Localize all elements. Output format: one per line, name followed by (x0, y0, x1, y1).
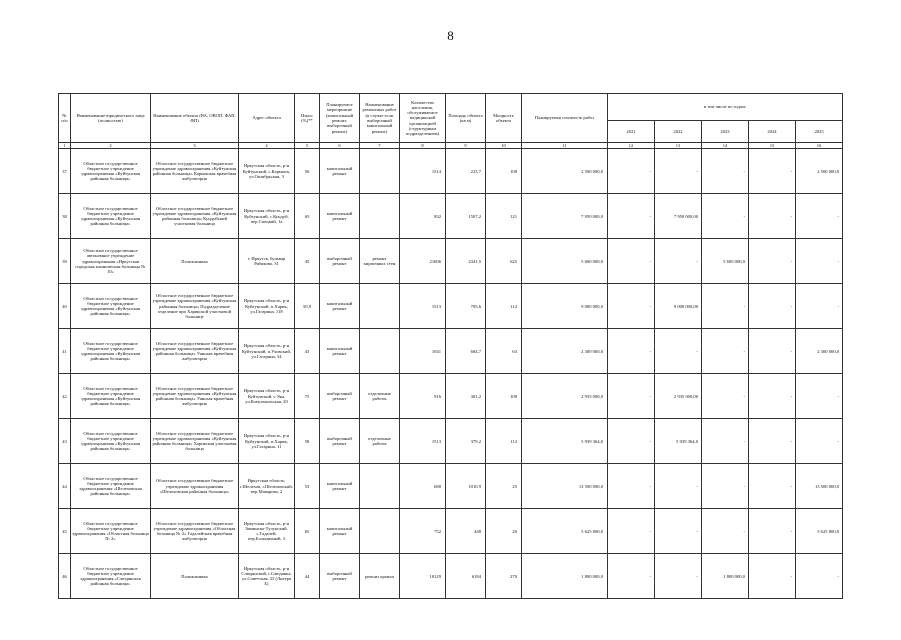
capacity: 108 (486, 149, 522, 194)
year-2022-amount: 2 935 000,00 (655, 374, 702, 419)
header-cost: Планируемая стоимость работ (522, 94, 608, 143)
header-year: 2024 (749, 121, 796, 143)
year-2025-amount: - (796, 419, 843, 464)
wear-percent: 53 (295, 464, 320, 509)
year-2022-amount: - (655, 239, 702, 284)
row-number: 46 (59, 554, 71, 599)
capacity: 112 (486, 284, 522, 329)
area: 379,2 (446, 419, 486, 464)
object-address: Иркутская область, г.Шелехов, г.Шелеховский, пер.Макарова, 2 (239, 464, 295, 509)
repair-works (360, 329, 400, 374)
area: 381,2 (446, 374, 486, 419)
capacity: 20 (486, 509, 522, 554)
year-2023-amount: - (702, 194, 749, 239)
object-name: Областное государственное бюджетное учреждение здравоохранения «Куйтунская районная больница» Подразделение отделение при Харикской участковой больнице (151, 284, 239, 329)
column-number: 3 (151, 143, 239, 149)
capacity: 625 (486, 239, 522, 284)
wear-percent: 58 (295, 419, 320, 464)
org-name: Областное государственное бюджетное учреждение здравоохранения «Куйтунская районная больница» (71, 149, 151, 194)
column-number: 15 (749, 143, 796, 149)
object-name: Поликлиника (151, 239, 239, 284)
header-wear: Износ (%)** (295, 94, 320, 143)
column-number: 2 (71, 143, 151, 149)
year-2023-amount: - (702, 149, 749, 194)
year-2023-amount: - (702, 419, 749, 464)
planned-measure: капитальный ремонт (320, 149, 360, 194)
object-address: Иркутская область, р-н Куйтунский, с.Кундуй, пер.Спецкий, 1а (239, 194, 295, 239)
object-address: г. Иркутск, бульвар Рябикова, 31 (239, 239, 295, 284)
header-population: Количество населения, обслуживаемое медицинской организацией (структурным подразделением) (400, 94, 446, 143)
header-year: 2022 (655, 121, 702, 143)
planned-cost: 13 500 000,0 (522, 464, 608, 509)
year-2024-amount: - (749, 464, 796, 509)
object-address: Иркутская область, р-н Куйтунский, с.Уян, ул.Комсомольская, 20 (239, 374, 295, 419)
repair-plan-table (58, 93, 843, 599)
population: 752 (400, 509, 446, 554)
org-name: Областное государственное бюджетное учреждение здравоохранения «Куйтунская районная больница» (71, 284, 151, 329)
year-2021-amount: - (608, 194, 655, 239)
object-address: Иркутская область, р-н Слюдянский, г.Слюдянка, ул.Советская, 25 (Литера Б) (239, 554, 295, 599)
year-2025-amount: - (796, 554, 843, 599)
column-number: 7 (360, 143, 400, 149)
year-2023-amount: - (702, 374, 749, 419)
repair-works: отделочные работы (360, 419, 400, 464)
population: 1041 (400, 329, 446, 374)
planned-measure: капитальный ремонт (320, 284, 360, 329)
header-works: Наименование ремонтных работ (в случае если выборочный капитальный ремонт) (360, 94, 400, 143)
planned-measure: выборочный ремонт (320, 419, 360, 464)
row-number: 42 (59, 374, 71, 419)
table-row (59, 329, 843, 374)
year-2021-amount: - (608, 374, 655, 419)
area: 684,7 (446, 329, 486, 374)
year-2023-amount: 1 800 000,0 (702, 554, 749, 599)
header-capacity: Мощность объекта (486, 94, 522, 143)
row-number: 43 (59, 419, 71, 464)
header-object: Наименование объекта (ВА, ОВОП, ФАП, ФП) (151, 94, 239, 143)
table-row (59, 284, 843, 329)
planned-cost: 1 800 000,0 (522, 554, 608, 599)
object-name: Областное государственное бюджетное учреждение здравоохранения «Куйтунская районная больница» Кундуйский участковая больница (151, 194, 239, 239)
table-row (59, 149, 843, 194)
object-name: Областное государственное бюджетное учреждение здравоохранения «Куйтунская районная больница» Харикская участковая больница (151, 419, 239, 464)
area: 448 (446, 509, 486, 554)
year-2024-amount: - (749, 554, 796, 599)
org-name: Областное государственное автономное учреждение здравоохранения «Иркутская городская клиническая больница № 10» (71, 239, 151, 284)
year-2022-amount: - (655, 554, 702, 599)
org-name: Областное государственное бюджетное учреждение здравоохранения «Областная больница № 2» (71, 509, 151, 554)
year-2025-amount: 2 300 000,0 (796, 329, 843, 374)
table-row (59, 509, 843, 554)
planned-cost: 7 950 000,0 (522, 194, 608, 239)
year-2022-amount: 9 000 000,00 (655, 284, 702, 329)
planned-measure: капитальный ремонт (320, 464, 360, 509)
planned-cost: 2 935 000,0 (522, 374, 608, 419)
repair-works (360, 284, 400, 329)
year-2025-amount: - (796, 194, 843, 239)
year-2024-amount: - (749, 149, 796, 194)
population: 21606 (400, 239, 446, 284)
year-2021-amount: - (608, 554, 655, 599)
object-address: Иркутская область, р-н Куйтунский, п.Харик, ул.Гагарина, 118 (239, 284, 295, 329)
org-name: Областное государственное бюджетное учреждение здравоохранения «Куйтунская районная больница» (71, 329, 151, 374)
year-2024-amount: - (749, 374, 796, 419)
planned-measure: капитальный ремонт (320, 194, 360, 239)
year-2022-amount: 5 939 364,0 (655, 419, 702, 464)
year-2021-amount: - (608, 464, 655, 509)
population: 18129 (400, 554, 446, 599)
table-row (59, 194, 843, 239)
planned-cost: 9 000 000,0 (522, 284, 608, 329)
object-name: Областное государственное бюджетное учреждение здравоохранения «Куйтунская районная больница» Карымская врачебная амбулатория (151, 149, 239, 194)
year-2021-amount: - (608, 149, 655, 194)
capacity: 25 (486, 464, 522, 509)
page-number: 8 (447, 28, 454, 43)
population: 1514 (400, 149, 446, 194)
header-year: 2023 (702, 121, 749, 143)
population: 1513 (400, 419, 446, 464)
year-2025-amount: - (796, 374, 843, 419)
row-number: 41 (59, 329, 71, 374)
table-row (59, 554, 843, 599)
object-address: Иркутская область, р-н Куйтунский, с.Карымск, ул.Октябрьская, 3 (239, 149, 295, 194)
row-number: 38 (59, 194, 71, 239)
table-row (59, 239, 843, 284)
population: 916 (400, 374, 446, 419)
repair-works: ремонт кирпичных стен (360, 239, 400, 284)
column-number: 12 (608, 143, 655, 149)
year-2021-amount: - (608, 509, 655, 554)
planned-measure: капитальный ремонт (320, 509, 360, 554)
table-row (59, 464, 843, 509)
year-2025-amount: - (796, 284, 843, 329)
year-2023-amount: - (702, 329, 749, 374)
column-number: 9 (446, 143, 486, 149)
year-2024-amount: - (749, 329, 796, 374)
year-2024-amount: - (749, 509, 796, 554)
object-name: Областное государственное бюджетное учреждение здравоохранения «Областная больница № 2» Гадалейская врачебная амбулатория (151, 509, 239, 554)
wear-percent: 56 (295, 149, 320, 194)
capacity: 63 (486, 329, 522, 374)
year-2023-amount: - (702, 284, 749, 329)
planned-cost: 5 625 800,0 (522, 509, 608, 554)
area: 223,7 (446, 149, 486, 194)
table-row (59, 419, 843, 464)
row-number: 44 (59, 464, 71, 509)
org-name: Областное государственное бюджетное учреждение здравоохранения «Слюдянская районная больница» (71, 554, 151, 599)
year-2021-amount: - (608, 329, 655, 374)
org-name: Областное государственное бюджетное учреждение здравоохранения «Куйтунская районная больница» (71, 374, 151, 419)
object-name: Областное государственное бюджетное учреждение здравоохранения «Шелеховская районная больница» (151, 464, 239, 509)
header-year: 2025 (796, 121, 843, 143)
year-2025-amount: 2 500 000,0 (796, 149, 843, 194)
year-2024-amount: - (749, 194, 796, 239)
header-area: Площадь объекта (кв.м) (446, 94, 486, 143)
planned-measure: выборочный ремонт (320, 554, 360, 599)
capacity: 270 (486, 554, 522, 599)
population: 1513 (400, 284, 446, 329)
object-name: Областное государственное бюджетное учреждение здравоохранения «Куйтунская районная больница» Уянская врачебная амбулатория (151, 374, 239, 419)
header-address: Адрес объекта (239, 94, 295, 143)
row-number: 40 (59, 284, 71, 329)
column-number: 8 (400, 143, 446, 149)
table-row (59, 374, 843, 419)
wear-percent: 45 (295, 239, 320, 284)
row-number: 45 (59, 509, 71, 554)
wear-percent: 44 (295, 554, 320, 599)
object-address: Иркутская область, р-н Зиминско-Тулунский, с.Гадалей, пер.Больничный, 3 (239, 509, 295, 554)
wear-percent: 43 (295, 329, 320, 374)
planned-measure: капитальный ремонт (320, 329, 360, 374)
header-planned: Планируемое мероприятие (капитальный ремонт, выборочный ремонт) (320, 94, 360, 143)
area: 1507,2 (446, 194, 486, 239)
header-year: 2021 (608, 121, 655, 143)
repair-works: ремонт кровли (360, 554, 400, 599)
year-2022-amount: - (655, 329, 702, 374)
column-number: 13 (655, 143, 702, 149)
column-number: 16 (796, 143, 843, 149)
repair-works (360, 509, 400, 554)
header-org: Наименование юридического лица (полностью) (71, 94, 151, 143)
repair-works: отделочные работы (360, 374, 400, 419)
header-incl-years: в том числе по годам: (608, 94, 843, 121)
year-2022-amount: - (655, 509, 702, 554)
year-2024-amount: - (749, 239, 796, 284)
planned-measure: выборочный ремонт (320, 374, 360, 419)
planned-cost: 2 300 000,0 (522, 329, 608, 374)
area: 2341,5 (446, 239, 486, 284)
year-2023-amount: 5 600 000,0 (702, 239, 749, 284)
area: 795,6 (446, 284, 486, 329)
capacity: 108 (486, 374, 522, 419)
wear-percent: 50,9 (295, 284, 320, 329)
population: 832 (400, 194, 446, 239)
year-2021-amount: - (608, 239, 655, 284)
capacity: 121 (486, 194, 522, 239)
planned-cost: 2 500 000,0 (522, 149, 608, 194)
column-number: 6 (320, 143, 360, 149)
object-name: Поликлиника (151, 554, 239, 599)
planned-cost: 5 600 000,0 (522, 239, 608, 284)
object-name: Областное государственное бюджетное учреждение здравоохранения «Куйтунская районная больница» Уянская врачебная амбулатория (151, 329, 239, 374)
year-2025-amount: 5 625 800,0 (796, 509, 843, 554)
year-2024-amount: - (749, 284, 796, 329)
wear-percent: 65 (295, 509, 320, 554)
year-2025-amount: 13 500 000,0 (796, 464, 843, 509)
year-2025-amount: - (796, 239, 843, 284)
repair-works (360, 464, 400, 509)
year-2022-amount: - (655, 149, 702, 194)
year-2021-amount: - (608, 419, 655, 464)
year-2022-amount: 7 950 000,00 (655, 194, 702, 239)
column-number: 4 (239, 143, 295, 149)
column-number: 14 (702, 143, 749, 149)
row-number: 37 (59, 149, 71, 194)
org-name: Областное государственное бюджетное учреждение здравоохранения «Куйтунская районная больница» (71, 419, 151, 464)
column-number: 10 (486, 143, 522, 149)
column-number: 1 (59, 143, 71, 149)
year-2023-amount: - (702, 464, 749, 509)
year-2022-amount: - (655, 464, 702, 509)
year-2021-amount: - (608, 284, 655, 329)
capacity: 112 (486, 419, 522, 464)
planned-cost: 5 939 364,0 (522, 419, 608, 464)
year-2023-amount: - (702, 509, 749, 554)
object-address: Иркутская область, р-н Куйтунский, п.Уховский, ул.Гагарина, 34 (239, 329, 295, 374)
wear-percent: 65 (295, 194, 320, 239)
population: 680 (400, 464, 446, 509)
row-number: 39 (59, 239, 71, 284)
object-address: Иркутская область, р-н Куйтунский, п.Харик, ул.Гагарина, 11 (239, 419, 295, 464)
column-number: 5 (295, 143, 320, 149)
wear-percent: 75 (295, 374, 320, 419)
planned-measure: выборочный ремонт (320, 239, 360, 284)
repair-works (360, 149, 400, 194)
year-2024-amount: - (749, 419, 796, 464)
column-number: 11 (522, 143, 608, 149)
repair-works (360, 194, 400, 239)
org-name: Областное государственное бюджетное учреждение здравоохранения «Шелеховская районная больница» (71, 464, 151, 509)
area: 1010,9 (446, 464, 486, 509)
org-name: Областное государственное бюджетное учреждение здравоохранения «Куйтунская районная больница» (71, 194, 151, 239)
area: 6184 (446, 554, 486, 599)
header-no: № п/п (59, 94, 71, 143)
